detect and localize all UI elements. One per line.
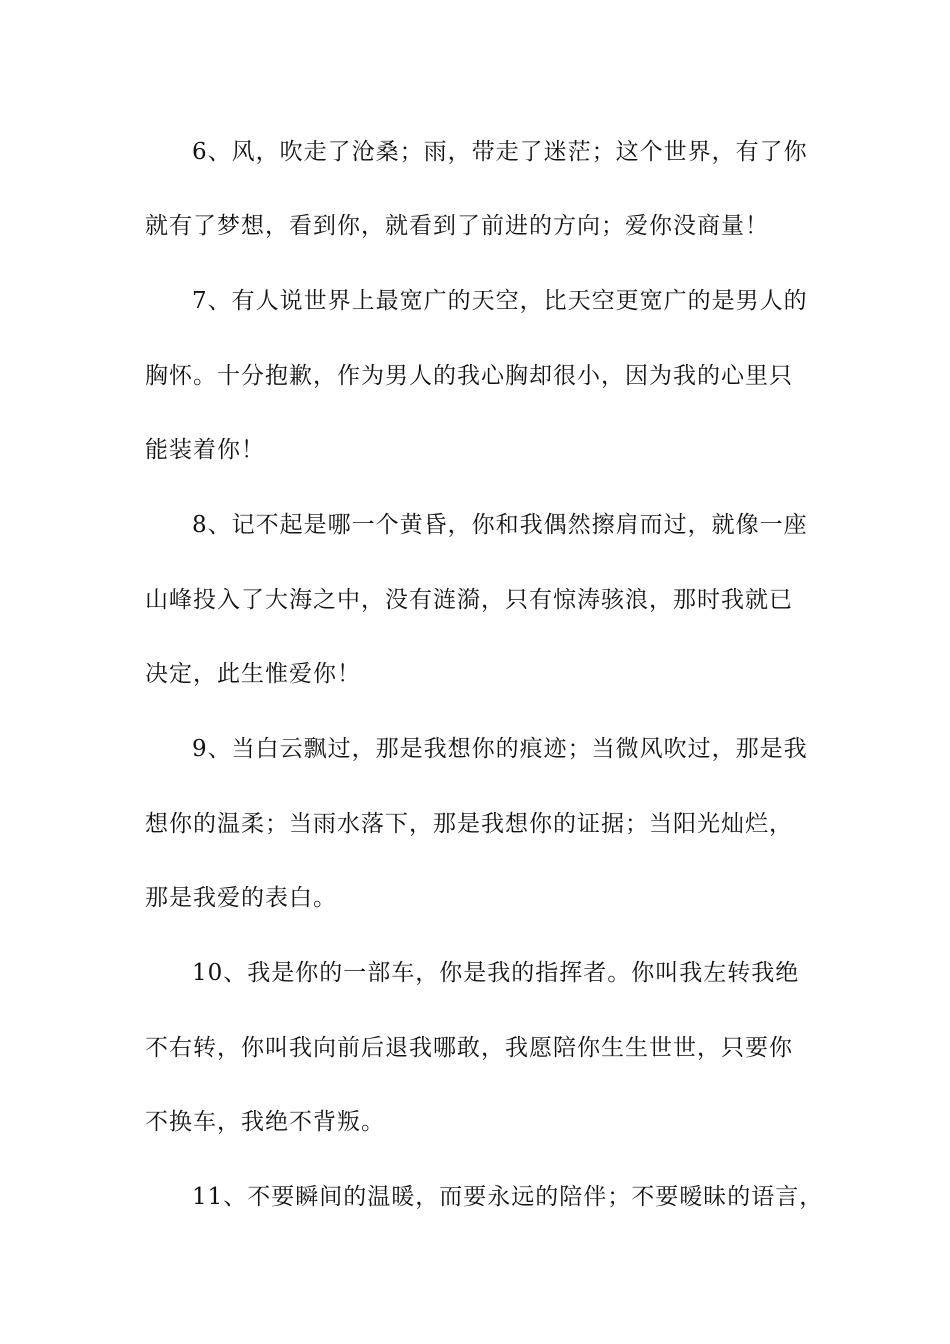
paragraph-7-line-3: 能装着你！ [145,437,265,463]
paragraph-9-line-1: 9、当白云飘过，那是我想你的痕迹；当微风吹过，那是我 [192,736,808,762]
paragraph-9-line-3: 那是我爱的表白。 [145,885,337,911]
paragraph-11-line-1: 11、不要瞬间的温暖，而要永远的陪伴；不要暧昧的语言， [192,1184,824,1210]
paragraph-10-line-2: 不右转，你叫我向前后退我哪敢，我愿陪你生生世世，只要你 [145,1035,793,1061]
paragraph-10-line-1: 10、我是你的一部车，你是我的指挥者。你叫我左转我绝 [192,960,800,986]
paragraph-8-line-2: 山峰投入了大海之中，没有涟漪，只有惊涛骇浪，那时我就已 [145,587,793,613]
paragraph-7-line-1: 7、有人说世界上最宽广的天空，比天空更宽广的是男人的 [192,288,808,314]
paragraph-6-line-2: 就有了梦想，看到你，就看到了前进的方向；爱你没商量！ [145,213,769,239]
paragraph-7-line-2: 胸怀。十分抱歉，作为男人的我心胸却很小，因为我的心里只 [145,363,793,389]
paragraph-9-line-2: 想你的温柔；当雨水落下，那是我想你的证据；当阳光灿烂， [145,811,793,837]
paragraph-8-line-1: 8、记不起是哪一个黄昏，你和我偶然擦肩而过，就像一座 [192,512,808,538]
paragraph-6-line-1: 6、风，吹走了沧桑；雨，带走了迷茫；这个世界，有了你 [192,139,808,165]
paragraph-10-line-3: 不换车，我绝不背叛。 [145,1109,385,1135]
paragraph-8-line-3: 决定，此生惟爱你！ [145,661,361,687]
